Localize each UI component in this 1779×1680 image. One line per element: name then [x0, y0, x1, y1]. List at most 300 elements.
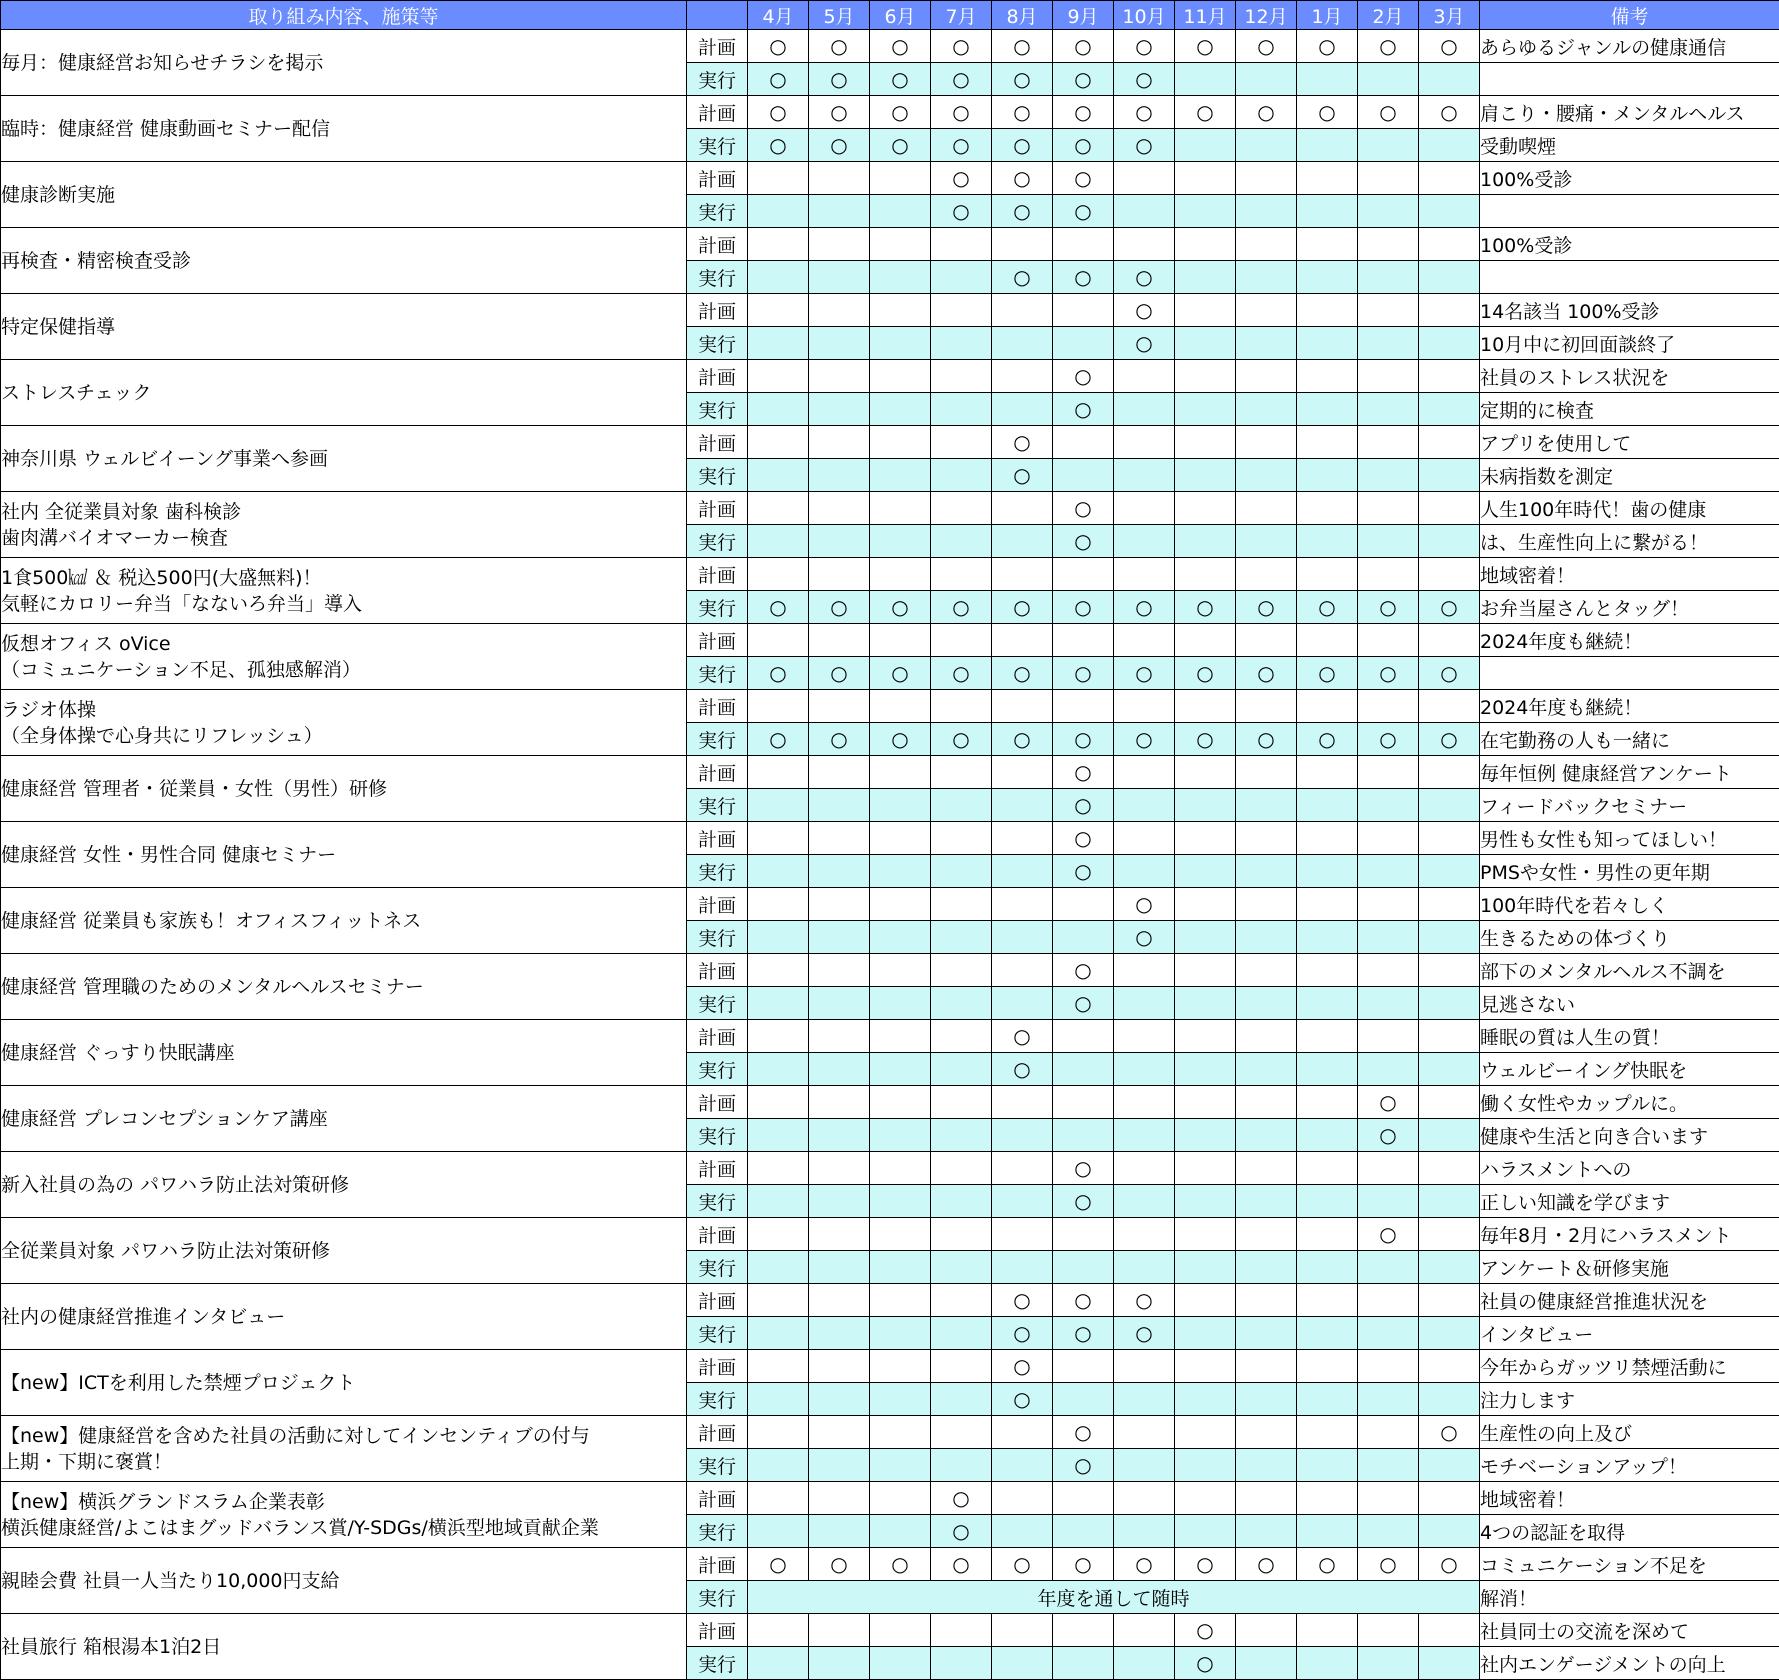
exec-cell [992, 789, 1053, 822]
plan-cell: ○ [992, 1284, 1053, 1317]
exec-cell: ○ [1053, 525, 1114, 558]
table-row-plan [1, 294, 1779, 327]
plan-cell: ○ [809, 96, 870, 129]
plan-label: 計画 [687, 888, 748, 921]
plan-cell: ○ [809, 30, 870, 63]
plan-cell [1358, 1152, 1419, 1185]
activity-item [1, 96, 687, 162]
plan-cell [1053, 426, 1114, 459]
plan-cell [1236, 888, 1297, 921]
note-line: フィードバックセミナー [1480, 789, 1779, 822]
exec-cell [1114, 195, 1175, 228]
exec-cell [1236, 63, 1297, 96]
exec-cell: ○ [1114, 129, 1175, 162]
exec-cell [931, 1119, 992, 1152]
exec-cell [931, 261, 992, 294]
plan-cell [870, 1020, 931, 1053]
plan-cell: ○ [1053, 822, 1114, 855]
exec-cell: ○ [1114, 63, 1175, 96]
exec-cell [1114, 459, 1175, 492]
activity-item-line: ラジオ体操 [1, 697, 686, 723]
plan-cell [809, 1218, 870, 1251]
note-line: 社員のストレス状況を [1480, 360, 1779, 393]
plan-label: 計画 [687, 1152, 748, 1185]
exec-cell: ○ [1419, 657, 1480, 690]
activity-item [1, 1284, 687, 1350]
exec-cell: ○ [809, 591, 870, 624]
exec-cell [1053, 921, 1114, 954]
exec-cell [1419, 1317, 1480, 1350]
note-line: 社員の健康経営推進状況を [1480, 1284, 1779, 1317]
activity-item [1, 30, 687, 96]
exec-cell [870, 459, 931, 492]
plan-cell [992, 1614, 1053, 1647]
plan-cell [1114, 426, 1175, 459]
plan-cell [931, 1152, 992, 1185]
exec-cell [748, 1449, 809, 1482]
exec-cell [809, 1449, 870, 1482]
plan-cell [992, 228, 1053, 261]
exec-cell [1175, 921, 1236, 954]
exec-cell [1175, 63, 1236, 96]
plan-cell [931, 1020, 992, 1053]
activity-item-line: 横浜健康経営/よこはまグッドバランス賞/Y-SDGs/横浜型地域貢献企業 [1, 1515, 686, 1541]
exec-cell [1297, 1185, 1358, 1218]
plan-cell [931, 294, 992, 327]
plan-cell [1358, 162, 1419, 195]
header-item: 取り組み内容、施策等 [1, 1, 687, 30]
exec-cell: ○ [931, 591, 992, 624]
plan-cell [931, 558, 992, 591]
exec-cell [748, 261, 809, 294]
exec-cell [992, 1119, 1053, 1152]
plan-cell [1236, 1416, 1297, 1449]
table-row-plan [1, 1020, 1779, 1053]
exec-cell [870, 525, 931, 558]
header-month: 5月 [809, 1, 870, 30]
plan-cell [992, 558, 1053, 591]
table-body [1, 30, 1779, 1680]
exec-cell [870, 195, 931, 228]
plan-cell [748, 624, 809, 657]
header-month: 9月 [1053, 1, 1114, 30]
plan-cell [748, 1416, 809, 1449]
exec-cell: ○ [809, 129, 870, 162]
exec-cell [1419, 1251, 1480, 1284]
plan-cell [1297, 954, 1358, 987]
plan-cell [1419, 1152, 1480, 1185]
plan-cell [748, 888, 809, 921]
plan-cell: ○ [1053, 756, 1114, 789]
plan-cell [1236, 1152, 1297, 1185]
exec-cell [1175, 789, 1236, 822]
plan-cell [809, 1416, 870, 1449]
plan-cell [748, 1152, 809, 1185]
table-row-plan [1, 1416, 1779, 1449]
plan-cell [1236, 228, 1297, 261]
exec-cell [1114, 1185, 1175, 1218]
note-line: 見逃さない [1480, 987, 1779, 1020]
plan-cell: ○ [1236, 30, 1297, 63]
exec-label: 実行 [687, 1515, 748, 1548]
exec-cell [1419, 525, 1480, 558]
plan-cell [1114, 228, 1175, 261]
plan-cell: ○ [1297, 96, 1358, 129]
exec-label: 実行 [687, 1449, 748, 1482]
exec-cell: ○ [870, 129, 931, 162]
exec-cell: ○ [992, 261, 1053, 294]
plan-cell [931, 954, 992, 987]
exec-cell: ○ [748, 591, 809, 624]
activity-item [1, 624, 687, 690]
exec-cell [1114, 1053, 1175, 1086]
plan-cell [1114, 1482, 1175, 1515]
plan-cell [1175, 162, 1236, 195]
exec-cell [870, 1053, 931, 1086]
exec-cell [1419, 855, 1480, 888]
exec-cell: ○ [870, 63, 931, 96]
activity-item-line: 健康経営 女性・男性合同 健康セミナー [1, 842, 686, 868]
plan-cell: ○ [1053, 96, 1114, 129]
plan-cell [931, 360, 992, 393]
plan-cell [748, 1350, 809, 1383]
plan-label: 計画 [687, 1482, 748, 1515]
plan-label: 計画 [687, 96, 748, 129]
exec-label: 実行 [687, 723, 748, 756]
plan-cell [992, 1086, 1053, 1119]
exec-cell [1419, 987, 1480, 1020]
exec-cell [931, 459, 992, 492]
header-month: 12月 [1236, 1, 1297, 30]
exec-cell: ○ [870, 591, 931, 624]
plan-cell [809, 822, 870, 855]
exec-cell [1236, 1647, 1297, 1680]
exec-label: 実行 [687, 129, 748, 162]
exec-cell [1358, 987, 1419, 1020]
plan-cell [870, 492, 931, 525]
plan-cell [1175, 558, 1236, 591]
plan-cell [931, 756, 992, 789]
plan-cell [1358, 690, 1419, 723]
plan-cell: ○ [1297, 1548, 1358, 1581]
note-line: ハラスメントへの [1480, 1152, 1779, 1185]
plan-cell [931, 1218, 992, 1251]
note-line: 10月中に初回面談終了 [1480, 327, 1779, 360]
plan-label: 計画 [687, 954, 748, 987]
exec-span-text: 年度を通して随時 [748, 1581, 1480, 1614]
exec-cell: ○ [1053, 261, 1114, 294]
plan-cell [1114, 1614, 1175, 1647]
table-row-plan [1, 1152, 1779, 1185]
activity-item [1, 1614, 687, 1680]
note-line: PMSや女性・男性の更年期 [1480, 855, 1779, 888]
exec-cell [1236, 327, 1297, 360]
plan-cell [1236, 1284, 1297, 1317]
plan-cell: ○ [1175, 1614, 1236, 1647]
activity-item [1, 690, 687, 756]
plan-cell [1236, 360, 1297, 393]
plan-cell: ○ [748, 96, 809, 129]
plan-cell [748, 1086, 809, 1119]
plan-cell [1419, 426, 1480, 459]
plan-cell: ○ [992, 1548, 1053, 1581]
plan-cell [931, 492, 992, 525]
exec-cell [1053, 1251, 1114, 1284]
exec-cell: ○ [1053, 1317, 1114, 1350]
activity-item-line: 全従業員対象 パワハラ防止法対策研修 [1, 1238, 686, 1264]
plan-cell [1114, 360, 1175, 393]
exec-cell [870, 1185, 931, 1218]
exec-cell: ○ [931, 129, 992, 162]
exec-cell [1053, 1647, 1114, 1680]
plan-cell: ○ [992, 426, 1053, 459]
exec-cell [809, 1119, 870, 1152]
exec-cell: ○ [931, 723, 992, 756]
plan-cell: ○ [931, 30, 992, 63]
exec-cell [931, 1185, 992, 1218]
exec-cell [1175, 1251, 1236, 1284]
header-kind [687, 1, 748, 30]
exec-cell [1236, 525, 1297, 558]
plan-cell [748, 1020, 809, 1053]
exec-cell: ○ [992, 657, 1053, 690]
exec-cell: ○ [1358, 657, 1419, 690]
exec-cell [1114, 1383, 1175, 1416]
plan-cell [1114, 756, 1175, 789]
exec-cell [1114, 1251, 1175, 1284]
plan-label: 計画 [687, 624, 748, 657]
exec-cell: ○ [1053, 789, 1114, 822]
plan-cell [931, 1086, 992, 1119]
exec-cell [1297, 393, 1358, 426]
header-month: 10月 [1114, 1, 1175, 30]
exec-cell: ○ [1175, 657, 1236, 690]
exec-label: 実行 [687, 1317, 748, 1350]
plan-cell: ○ [1419, 1548, 1480, 1581]
note-line: 部下のメンタルヘルス不調を [1480, 954, 1779, 987]
plan-cell: ○ [1358, 1548, 1419, 1581]
plan-cell [931, 822, 992, 855]
plan-cell [1236, 492, 1297, 525]
activity-item-line: 健康経営 管理者・従業員・女性（男性）研修 [1, 776, 686, 802]
exec-cell [1053, 1515, 1114, 1548]
exec-cell: ○ [1297, 591, 1358, 624]
exec-cell [1175, 195, 1236, 228]
exec-label: 実行 [687, 1185, 748, 1218]
activity-item [1, 1350, 687, 1416]
exec-cell [992, 1449, 1053, 1482]
plan-cell [1114, 690, 1175, 723]
plan-cell [1114, 1152, 1175, 1185]
plan-cell [748, 426, 809, 459]
exec-cell: ○ [992, 1317, 1053, 1350]
plan-cell [748, 954, 809, 987]
activity-item [1, 1152, 687, 1218]
table-row-plan [1, 1548, 1779, 1581]
activity-item-line: 【new】健康経営を含めた社員の活動に対してインセンティブの付与 [1, 1423, 686, 1449]
exec-cell [809, 789, 870, 822]
exec-cell [992, 1515, 1053, 1548]
plan-cell [870, 360, 931, 393]
plan-cell [1297, 1284, 1358, 1317]
exec-cell [1358, 789, 1419, 822]
exec-cell [992, 921, 1053, 954]
plan-cell [1114, 162, 1175, 195]
exec-cell [1114, 393, 1175, 426]
exec-cell: ○ [1053, 1185, 1114, 1218]
plan-cell [1419, 1020, 1480, 1053]
exec-cell [1419, 327, 1480, 360]
activity-item-line: ストレスチェック [1, 380, 686, 406]
activity-item [1, 1482, 687, 1548]
plan-cell [1419, 294, 1480, 327]
plan-cell: ○ [1236, 1548, 1297, 1581]
exec-cell: ○ [1053, 591, 1114, 624]
plan-cell [1297, 294, 1358, 327]
plan-cell: ○ [748, 30, 809, 63]
exec-cell [809, 393, 870, 426]
plan-cell: ○ [1175, 30, 1236, 63]
exec-cell [1297, 987, 1358, 1020]
activity-item-line: 神奈川県 ウェルビイーング事業へ参画 [1, 446, 686, 472]
note-line: 100年時代を若々しく [1480, 888, 1779, 921]
activity-item-line: 社員旅行 箱根湯本1泊2日 [1, 1634, 686, 1660]
exec-cell [992, 1251, 1053, 1284]
exec-cell [931, 1449, 992, 1482]
exec-cell [1175, 459, 1236, 492]
plan-cell: ○ [1053, 1284, 1114, 1317]
exec-cell [931, 921, 992, 954]
plan-cell [931, 690, 992, 723]
exec-cell [1358, 1053, 1419, 1086]
exec-cell [1297, 327, 1358, 360]
plan-cell [870, 162, 931, 195]
exec-cell [870, 1317, 931, 1350]
exec-cell [1236, 921, 1297, 954]
plan-cell [809, 1350, 870, 1383]
plan-cell [1175, 1020, 1236, 1053]
plan-label: 計画 [687, 162, 748, 195]
table-row-plan [1, 558, 1779, 591]
header-note: 備考 [1480, 1, 1779, 30]
activity-item-line: 健康経営 管理職のためのメンタルヘルスセミナー [1, 974, 686, 1000]
plan-cell [870, 1350, 931, 1383]
plan-cell: ○ [1114, 1548, 1175, 1581]
plan-cell [809, 558, 870, 591]
exec-cell [1297, 1317, 1358, 1350]
exec-cell [748, 921, 809, 954]
activity-item [1, 756, 687, 822]
exec-cell [1236, 195, 1297, 228]
note-line [1480, 261, 1779, 294]
activity-item [1, 360, 687, 426]
plan-cell: ○ [1053, 954, 1114, 987]
note-line: 生きるための体づくり [1480, 921, 1779, 954]
plan-cell [870, 1218, 931, 1251]
exec-cell [1358, 1449, 1419, 1482]
plan-cell: ○ [1053, 492, 1114, 525]
exec-cell [1419, 921, 1480, 954]
plan-cell [1175, 1218, 1236, 1251]
plan-cell: ○ [1053, 30, 1114, 63]
table-row-plan [1, 888, 1779, 921]
exec-cell: ○ [748, 723, 809, 756]
exec-label: 実行 [687, 525, 748, 558]
plan-cell [809, 1284, 870, 1317]
activity-item-line: （コミュニケーション不足、孤独感解消） [1, 657, 686, 683]
exec-cell [748, 525, 809, 558]
exec-label: 実行 [687, 789, 748, 822]
exec-cell [748, 393, 809, 426]
exec-cell [1236, 1053, 1297, 1086]
exec-cell [809, 1317, 870, 1350]
exec-cell: ○ [992, 591, 1053, 624]
plan-cell: ○ [1053, 1548, 1114, 1581]
exec-cell [1419, 63, 1480, 96]
activity-item-line: 親睦会費 社員一人当たり10,000円支給 [1, 1568, 686, 1594]
activity-item-line: 健康経営 従業員も家族も！オフィスフィットネス [1, 908, 686, 934]
plan-cell: ○ [931, 1548, 992, 1581]
note-line: 解消！ [1480, 1581, 1779, 1614]
exec-cell [748, 1317, 809, 1350]
activity-item-line: 気軽にカロリー弁当「なないろ弁当」導入 [1, 591, 686, 617]
plan-cell [1358, 492, 1419, 525]
plan-cell: ○ [1114, 888, 1175, 921]
plan-cell: ○ [870, 96, 931, 129]
exec-cell [992, 393, 1053, 426]
exec-cell [1297, 1515, 1358, 1548]
exec-cell [1114, 789, 1175, 822]
plan-cell [1053, 1086, 1114, 1119]
exec-cell [1175, 855, 1236, 888]
note-line [1480, 657, 1779, 690]
exec-cell [1358, 261, 1419, 294]
exec-cell [931, 789, 992, 822]
exec-cell [1419, 129, 1480, 162]
exec-cell [931, 393, 992, 426]
exec-cell [1175, 129, 1236, 162]
note-line: 地域密着！ [1480, 1482, 1779, 1515]
exec-cell: ○ [1114, 921, 1175, 954]
exec-cell: ○ [870, 657, 931, 690]
plan-cell [748, 492, 809, 525]
exec-cell [1419, 1647, 1480, 1680]
exec-cell [992, 525, 1053, 558]
plan-cell [748, 756, 809, 789]
exec-cell: ○ [992, 723, 1053, 756]
exec-cell: ○ [992, 129, 1053, 162]
plan-cell: ○ [1236, 96, 1297, 129]
exec-cell [1297, 1383, 1358, 1416]
plan-cell [1358, 426, 1419, 459]
exec-cell [870, 393, 931, 426]
exec-cell [1175, 1317, 1236, 1350]
exec-cell: ○ [870, 723, 931, 756]
plan-cell [931, 1416, 992, 1449]
plan-cell [870, 294, 931, 327]
plan-cell [992, 1416, 1053, 1449]
exec-cell [1053, 459, 1114, 492]
exec-cell: ○ [1053, 987, 1114, 1020]
exec-cell [1297, 525, 1358, 558]
activity-item [1, 1218, 687, 1284]
table-row-plan [1, 756, 1779, 789]
exec-cell [748, 1383, 809, 1416]
plan-cell [1297, 228, 1358, 261]
exec-cell [809, 195, 870, 228]
plan-cell [1297, 558, 1358, 591]
exec-cell [1297, 1647, 1358, 1680]
